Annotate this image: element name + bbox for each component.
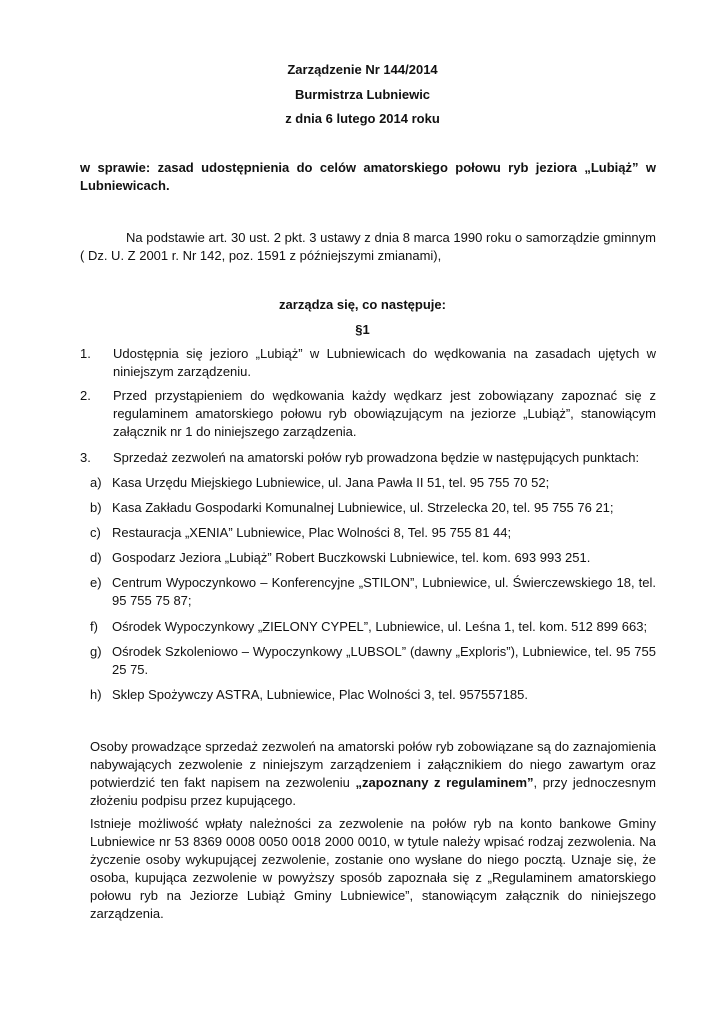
point-letter: b) [90, 500, 102, 515]
point-text: Gospodarz Jeziora „Lubiąż” Robert Buczkowski Lubniewice, tel. kom. 693 993 251. [112, 550, 591, 565]
paragraph-bold-text: „zapoznany z regulaminem” [355, 775, 534, 790]
item-text: Udostępnia się jezioro „Lubiąż” w Lubniewicach do wędkowania na zasadach ujętych w niniejszym zarządzeniu. [113, 346, 656, 379]
point-text: Kasa Zakładu Gospodarki Komunalnej Lubniewice, ul. Strzelecka 20, tel. 95 755 76 21; [112, 500, 614, 515]
document-issuer: Burmistrza Lubniewic [294, 87, 431, 102]
point-letter: d) [90, 550, 102, 565]
item-number: 1. [80, 346, 91, 361]
point-text: Ośrodek Szkoleniowo – Wypoczynkowy „LUBSOL” (dawny „Exploris”), Lubniewice, tel. 95 755 25 75. [112, 644, 656, 677]
point-letter: f) [90, 619, 98, 634]
document-date: z dnia 6 lutego 2014 roku [285, 111, 440, 126]
point-letter: a) [90, 475, 102, 490]
payment-paragraph: Istnieje możliwość wpłaty należności za zezwolenie na połów ryb na konto bankowe Gminy Lubniewice nr 53 8369 0008 0050 0018 2000 0010, w tytule należy wpisać rodzaj zezwolenia. Na życzenie osoby wykupującej zezwolenie, zostanie ono wysłane do niego pocztą. Uznaje się, że osoba, kupująca zezwolenie w powyższy sposób zapoznała się z „Regulaminem amatorskiego połowu ryb na Jeziorze Lubiąż Gminy Lubniewice”, stanowiącym załącznik do niniejszego zarządzenia. [90, 816, 656, 921]
item-text: Sprzedaż zezwoleń na amatorski połów ryb prowadzona będzie w następujących punktach: [113, 450, 640, 465]
item-number: 3. [80, 450, 91, 465]
point-letter: e) [90, 575, 102, 590]
point-letter: h) [90, 687, 102, 702]
item-text: Przed przystąpieniem do wędkowania każdy wędkarz jest zobowiązany zapoznać się z regulaminem amatorskiego połowu ryb obowiązującym na jeziorze „Lubiąż”, stanowiącym załącznik nr 1 do niniejszego zarządzenia. [113, 388, 656, 439]
point-text: Centrum Wypoczynkowo – Konferencyjne „STILON”, Lubniewice, ul. Świerczewskiego 18, tel. 95 755 75 87; [112, 575, 656, 608]
section-heading: §1 [355, 322, 370, 337]
paragraph-text: Osoby prowadzące sprzedaż zezwoleń na amatorski połów ryb zobowiązane są do zaznajomienia nabywających zezwolenie z niniejszym zarządzeniem i załącznikiem do niego zawartym oraz potwierdzić ten fakt napisem na zezwoleniu [90, 739, 656, 790]
seller-obligation-paragraph [90, 738, 656, 810]
point-letter: c) [90, 525, 101, 540]
document-subject: w sprawie: zasad udostępnienia do celów amatorskiego połowu ryb jeziora „Lubiąż” w Lubniewicach. [80, 160, 656, 193]
point-text: Ośrodek Wypoczynkowy „ZIELONY CYPEL”, Lubniewice, ul. Leśna 1, tel. kom. 512 899 663; [112, 619, 648, 634]
paragraph-text: , przy jednoczesnym złożeniu podpisu przez kupującego. [90, 775, 656, 808]
item-number: 2. [80, 388, 91, 403]
point-letter: g) [90, 644, 102, 659]
point-text: Kasa Urzędu Miejskiego Lubniewice, ul. Jana Pawła II 51, tel. 95 755 70 52; [112, 475, 550, 490]
document-title: Zarządzenie Nr 144/2014 [287, 62, 438, 77]
orders-heading: zarządza się, co następuje: [279, 297, 446, 312]
legal-basis: Na podstawie art. 30 ust. 2 pkt. 3 ustawy z dnia 8 marca 1990 roku o samorządzie gminnym ( Dz. U. Z 2001 r. Nr 142, poz. 1591 z późniejszymi zmianami), [80, 230, 656, 263]
point-text: Restauracja „XENIA” Lubniewice, Plac Wolności 8, Tel. 95 755 81 44; [112, 525, 512, 540]
point-text: Sklep Spożywczy ASTRA, Lubniewice, Plac Wolności 3, tel. 957557185. [112, 687, 528, 702]
